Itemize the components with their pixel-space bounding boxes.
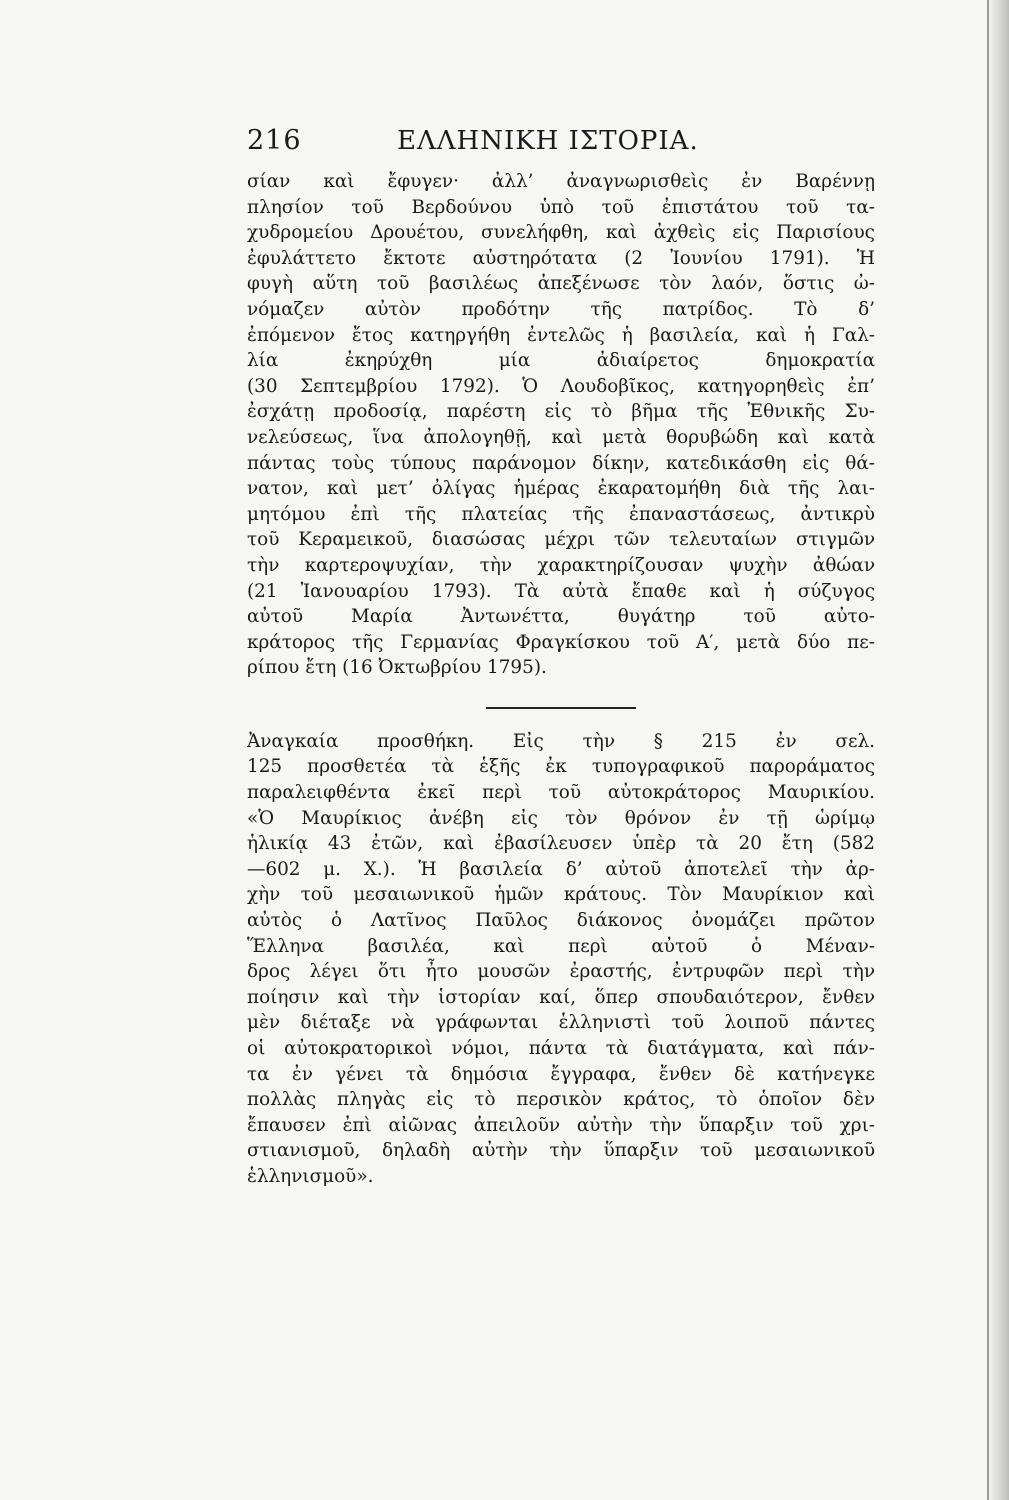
text-line: «Ὁ Μαυρίκιος ἀνέβη εἰς τὸν θρόνον ἐν τῇ ὡρίμῳ bbox=[247, 807, 875, 829]
text-line: σίαν καὶ ἔφυγεν· ἀλλ’ ἀναγνωρισθεὶς ἐν Βαρέννῃ bbox=[247, 171, 875, 192]
section-divider bbox=[486, 707, 636, 709]
running-title: ΕΛΛΗΝΙΚΗ ΙΣΤΟΡΙΑ. bbox=[397, 126, 699, 156]
page-number: 216 bbox=[247, 125, 302, 156]
text-line: ρίπου ἔτη (16 Ὀκτωβρίου 1795). bbox=[247, 657, 547, 679]
page-edge-shadow bbox=[987, 0, 1009, 1500]
text-line: ἑλληνισμοῦ». bbox=[247, 1165, 374, 1187]
text-line: τα ἐν γένει τὰ δημόσια ἔγγραφα, ἔνθεν δὲ κατήνεγκε bbox=[247, 1063, 875, 1085]
text-line: νόμαζεν αὐτὸν προδότην τῆς πατρίδος. Τὸ δ’ bbox=[247, 298, 875, 320]
text-line: μητόμου ἐπὶ τῆς πλατείας τῆς ἐπαναστάσεως, ἀντικρὺ bbox=[247, 503, 875, 525]
text-line: οἱ αὐτοκρατορικοὶ νόμοι, πάντα τὰ διατάγματα, καὶ πάν- bbox=[247, 1038, 875, 1059]
text-line: 125 προσθετέα τὰ ἑξῆς ἐκ τυπογραφικοῦ παροράματος bbox=[247, 756, 875, 778]
text-line: πλησίον τοῦ Βερδούνου ὑπὸ τοῦ ἐπιστάτου τοῦ τα- bbox=[247, 196, 875, 218]
text-line: χυδρομείου Δρουέτου, συνελήφθη, καὶ ἀχθεὶς εἰς Παρισίους bbox=[247, 222, 875, 244]
text-line: ἡλικίᾳ 43 ἐτῶν, καὶ ἐβασίλευσεν ὑπὲρ τὰ 20 ἔτη (582 bbox=[247, 833, 875, 855]
text-line: αὐτὸς ὁ Λατῖνος Παῦλος διάκονος ὀνομάζει πρῶτον bbox=[247, 910, 875, 932]
text-line: —602 μ. Χ.). Ἡ βασιλεία δ’ αὐτοῦ ἀποτελεῖ τὴν ἀρ- bbox=[247, 858, 875, 880]
text-line: ἐφυλάττετο ἔκτοτε αὐστηρότατα (2 Ἰουνίου 1791). Ἡ bbox=[247, 247, 875, 269]
text-line: (30 Σεπτεμβρίου 1792). Ὁ Λουδοβῖκος, κατηγορηθεὶς ἐπ’ bbox=[247, 375, 875, 397]
page-header bbox=[247, 125, 875, 169]
text-line: φυγὴ αὕτη τοῦ βασιλέως ἀπεξένωσε τὸν λαόν, ὅστις ὠ- bbox=[247, 273, 875, 295]
book-page bbox=[247, 125, 875, 1190]
text-line: Ἕλληνα βασιλέα, καὶ περὶ αὐτοῦ ὁ Μέναν- bbox=[247, 935, 875, 957]
text-line: νατον, καὶ μετ’ ὀλίγας ἡμέρας ἐκαρατομήθη διὰ τῆς λαι- bbox=[247, 478, 875, 500]
text-line: μὲν διέταξε νὰ γράφωνται ἑλληνιστὶ τοῦ λοιποῦ πάντες bbox=[247, 1012, 875, 1034]
text-line: λία ἐκηρύχθη μία ἀδιαίρετος δημοκρατία bbox=[247, 350, 875, 372]
text-line: ποίησιν καὶ τὴν ἱστορίαν καί, ὅπερ σπουδαιότερον, ἔνθεν bbox=[247, 986, 875, 1008]
text-line: δρος λέγει ὅτι ἦτο μουσῶν ἐραστής, ἐντρυφῶν περὶ τὴν bbox=[247, 961, 875, 983]
page-edge-line bbox=[987, 0, 989, 1500]
text-line: ἔπαυσεν ἐπὶ αἰῶνας ἀπειλοῦν αὐτὴν τὴν ὕπαρξιν τοῦ χρι- bbox=[247, 1114, 875, 1136]
text-line: παραλειφθέντα ἐκεῖ περὶ τοῦ αὐτοκράτορος Μαυρικίου. bbox=[247, 782, 875, 804]
text-line: ἐσχάτῃ προδοσίᾳ, παρέστη εἰς τὸ βῆμα τῆς Ἐθνικῆς Συ- bbox=[247, 401, 875, 423]
text-line: ἐπόμενον ἔτος κατηργήθη ἐντελῶς ἡ βασιλεία, καὶ ἡ Γαλ- bbox=[247, 324, 875, 346]
text-line: στιανισμοῦ, δηλαδὴ αὐτὴν τὴν ὕπαρξιν τοῦ μεσαιωνικοῦ bbox=[247, 1140, 875, 1162]
text-line: τὴν καρτεροψυχίαν, τὴν χαρακτηρίζουσαν ψυχὴν ἀθώαν bbox=[247, 554, 875, 576]
text-line: χὴν τοῦ μεσαιωνικοῦ ἡμῶν κράτους. Τὸν Μαυρίκιον καὶ bbox=[247, 884, 875, 906]
text-line: πάντας τοὺς τύπους παράνομον δίκην, κατεδικάσθη εἰς θά- bbox=[247, 452, 875, 474]
text-line: Ἀναγκαία προσθήκη. Εἰς τὴν § 215 ἐν σελ. bbox=[247, 730, 875, 752]
text-line: αὐτοῦ Μαρία Ἀντωνέττα, θυγάτηρ τοῦ αὐτο- bbox=[247, 606, 875, 628]
text-line: πολλὰς πληγὰς εἰς τὸ περσικὸν κράτος, τὸ ὁποῖον δὲν bbox=[247, 1089, 875, 1111]
text-line: κράτορος τῆς Γερμανίας Φραγκίσκου τοῦ Α′, μετὰ δύο πε- bbox=[247, 631, 875, 653]
text-line: (21 Ἰανουαρίου 1793). Τὰ αὐτὰ ἔπαθε καὶ ἡ σύζυγος bbox=[247, 580, 875, 602]
text-line: νελεύσεως, ἵνα ἀπολογηθῇ, καὶ μετὰ θορυβώδη καὶ κατὰ bbox=[247, 426, 875, 448]
paragraph-1 bbox=[247, 169, 875, 681]
paragraph-2 bbox=[247, 729, 875, 1190]
text-line: τοῦ Κεραμεικοῦ, διασώσας μέχρι τῶν τελευταίων στιγμῶν bbox=[247, 529, 875, 551]
